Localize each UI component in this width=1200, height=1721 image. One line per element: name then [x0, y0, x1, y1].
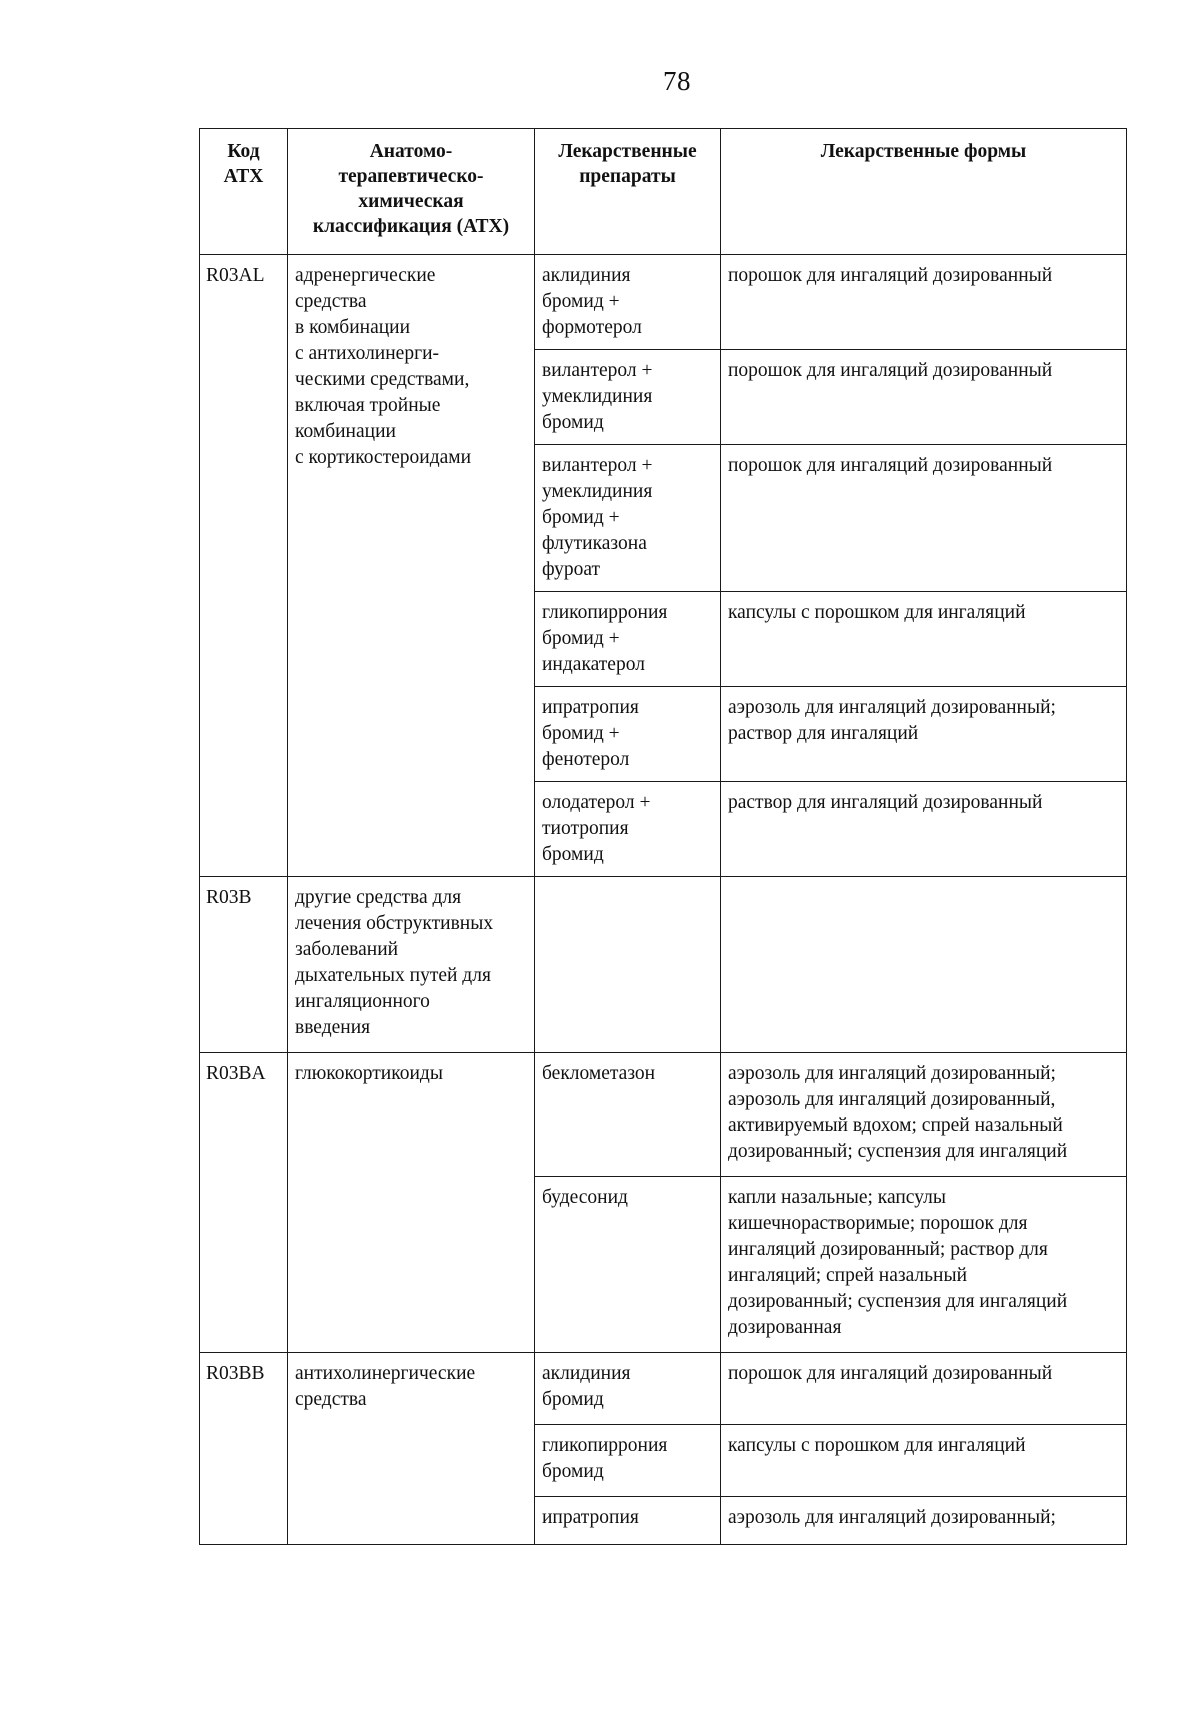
table-row	[200, 877, 1127, 1053]
classification-cell: глюкокортикоиды	[288, 1053, 535, 1353]
table-header	[200, 129, 1127, 255]
form-cell: порошок для ингаляций дозированный	[721, 445, 1127, 592]
header-row	[200, 129, 1127, 255]
classification-cell: адренергические средства в комбинации с антихолинерги- ческими средствами, включая тройные комбинации с кортикостероидами	[288, 255, 535, 877]
form-cell: порошок для ингаляций дозированный	[721, 350, 1127, 445]
drug-cell: аклидиния бромид	[535, 1353, 721, 1425]
drug-cell: беклометазон	[535, 1053, 721, 1177]
form-cell: аэрозоль для ингаляций дозированный; раствор для ингаляций	[721, 687, 1127, 782]
form-cell: капсулы с порошком для ингаляций	[721, 1425, 1127, 1497]
drug-cell: вилантерол + умеклидиния бромид + флутиказона фуроат	[535, 445, 721, 592]
drug-cell: вилантерол + умеклидиния бромид	[535, 350, 721, 445]
drug-cell: будесонид	[535, 1177, 721, 1353]
form-cell: капсулы с порошком для ингаляций	[721, 592, 1127, 687]
form-cell: порошок для ингаляций дозированный	[721, 255, 1127, 350]
form-cell: порошок для ингаляций дозированный	[721, 1353, 1127, 1425]
classification-cell: антихолинергические средства	[288, 1353, 535, 1545]
drug-cell: ипратропия	[535, 1497, 721, 1545]
header-code: Код ATX	[200, 129, 288, 255]
header-classification: Анатомо- терапевтическо- химическая классификация (АТХ)	[288, 129, 535, 255]
form-cell: аэрозоль для ингаляций дозированный; аэрозоль для ингаляций дозированный, активируемый вдохом; спрей назальный дозированный; суспензия для ингаляций	[721, 1053, 1127, 1177]
table-row	[200, 1053, 1127, 1177]
drug-cell: гликопиррония бромид	[535, 1425, 721, 1497]
drug-cell: ипратропия бромид + фенотерол	[535, 687, 721, 782]
table-row	[200, 255, 1127, 350]
drug-cell	[535, 877, 721, 1053]
atx-code-cell: R03BB	[200, 1353, 288, 1545]
page-number: 78	[663, 66, 691, 96]
header-forms: Лекарственные формы	[721, 129, 1127, 255]
classification-cell: другие средства для лечения обструктивных заболеваний дыхательных путей для ингаляционного введения	[288, 877, 535, 1053]
atx-code-cell: R03B	[200, 877, 288, 1053]
form-cell: аэрозоль для ингаляций дозированный;	[721, 1497, 1127, 1545]
atx-code-cell: R03AL	[200, 255, 288, 877]
form-cell	[721, 877, 1127, 1053]
table-row	[200, 1353, 1127, 1425]
drug-cell: гликопиррония бромид + индакатерол	[535, 592, 721, 687]
drug-cell: аклидиния бромид + формотерол	[535, 255, 721, 350]
form-cell: капли назальные; капсулы кишечнорастворимые; порошок для ингаляций дозированный; раствор для ингаляций; спрей назальный дозированный; суспензия для ингаляций дозированная	[721, 1177, 1127, 1353]
atx-code-cell: R03BA	[200, 1053, 288, 1353]
drug-cell: олодатерол + тиотропия бромид	[535, 782, 721, 877]
header-drugs: Лекарственные препараты	[535, 129, 721, 255]
table-body	[200, 255, 1127, 1545]
atx-table	[199, 128, 1127, 1545]
form-cell: раствор для ингаляций дозированный	[721, 782, 1127, 877]
